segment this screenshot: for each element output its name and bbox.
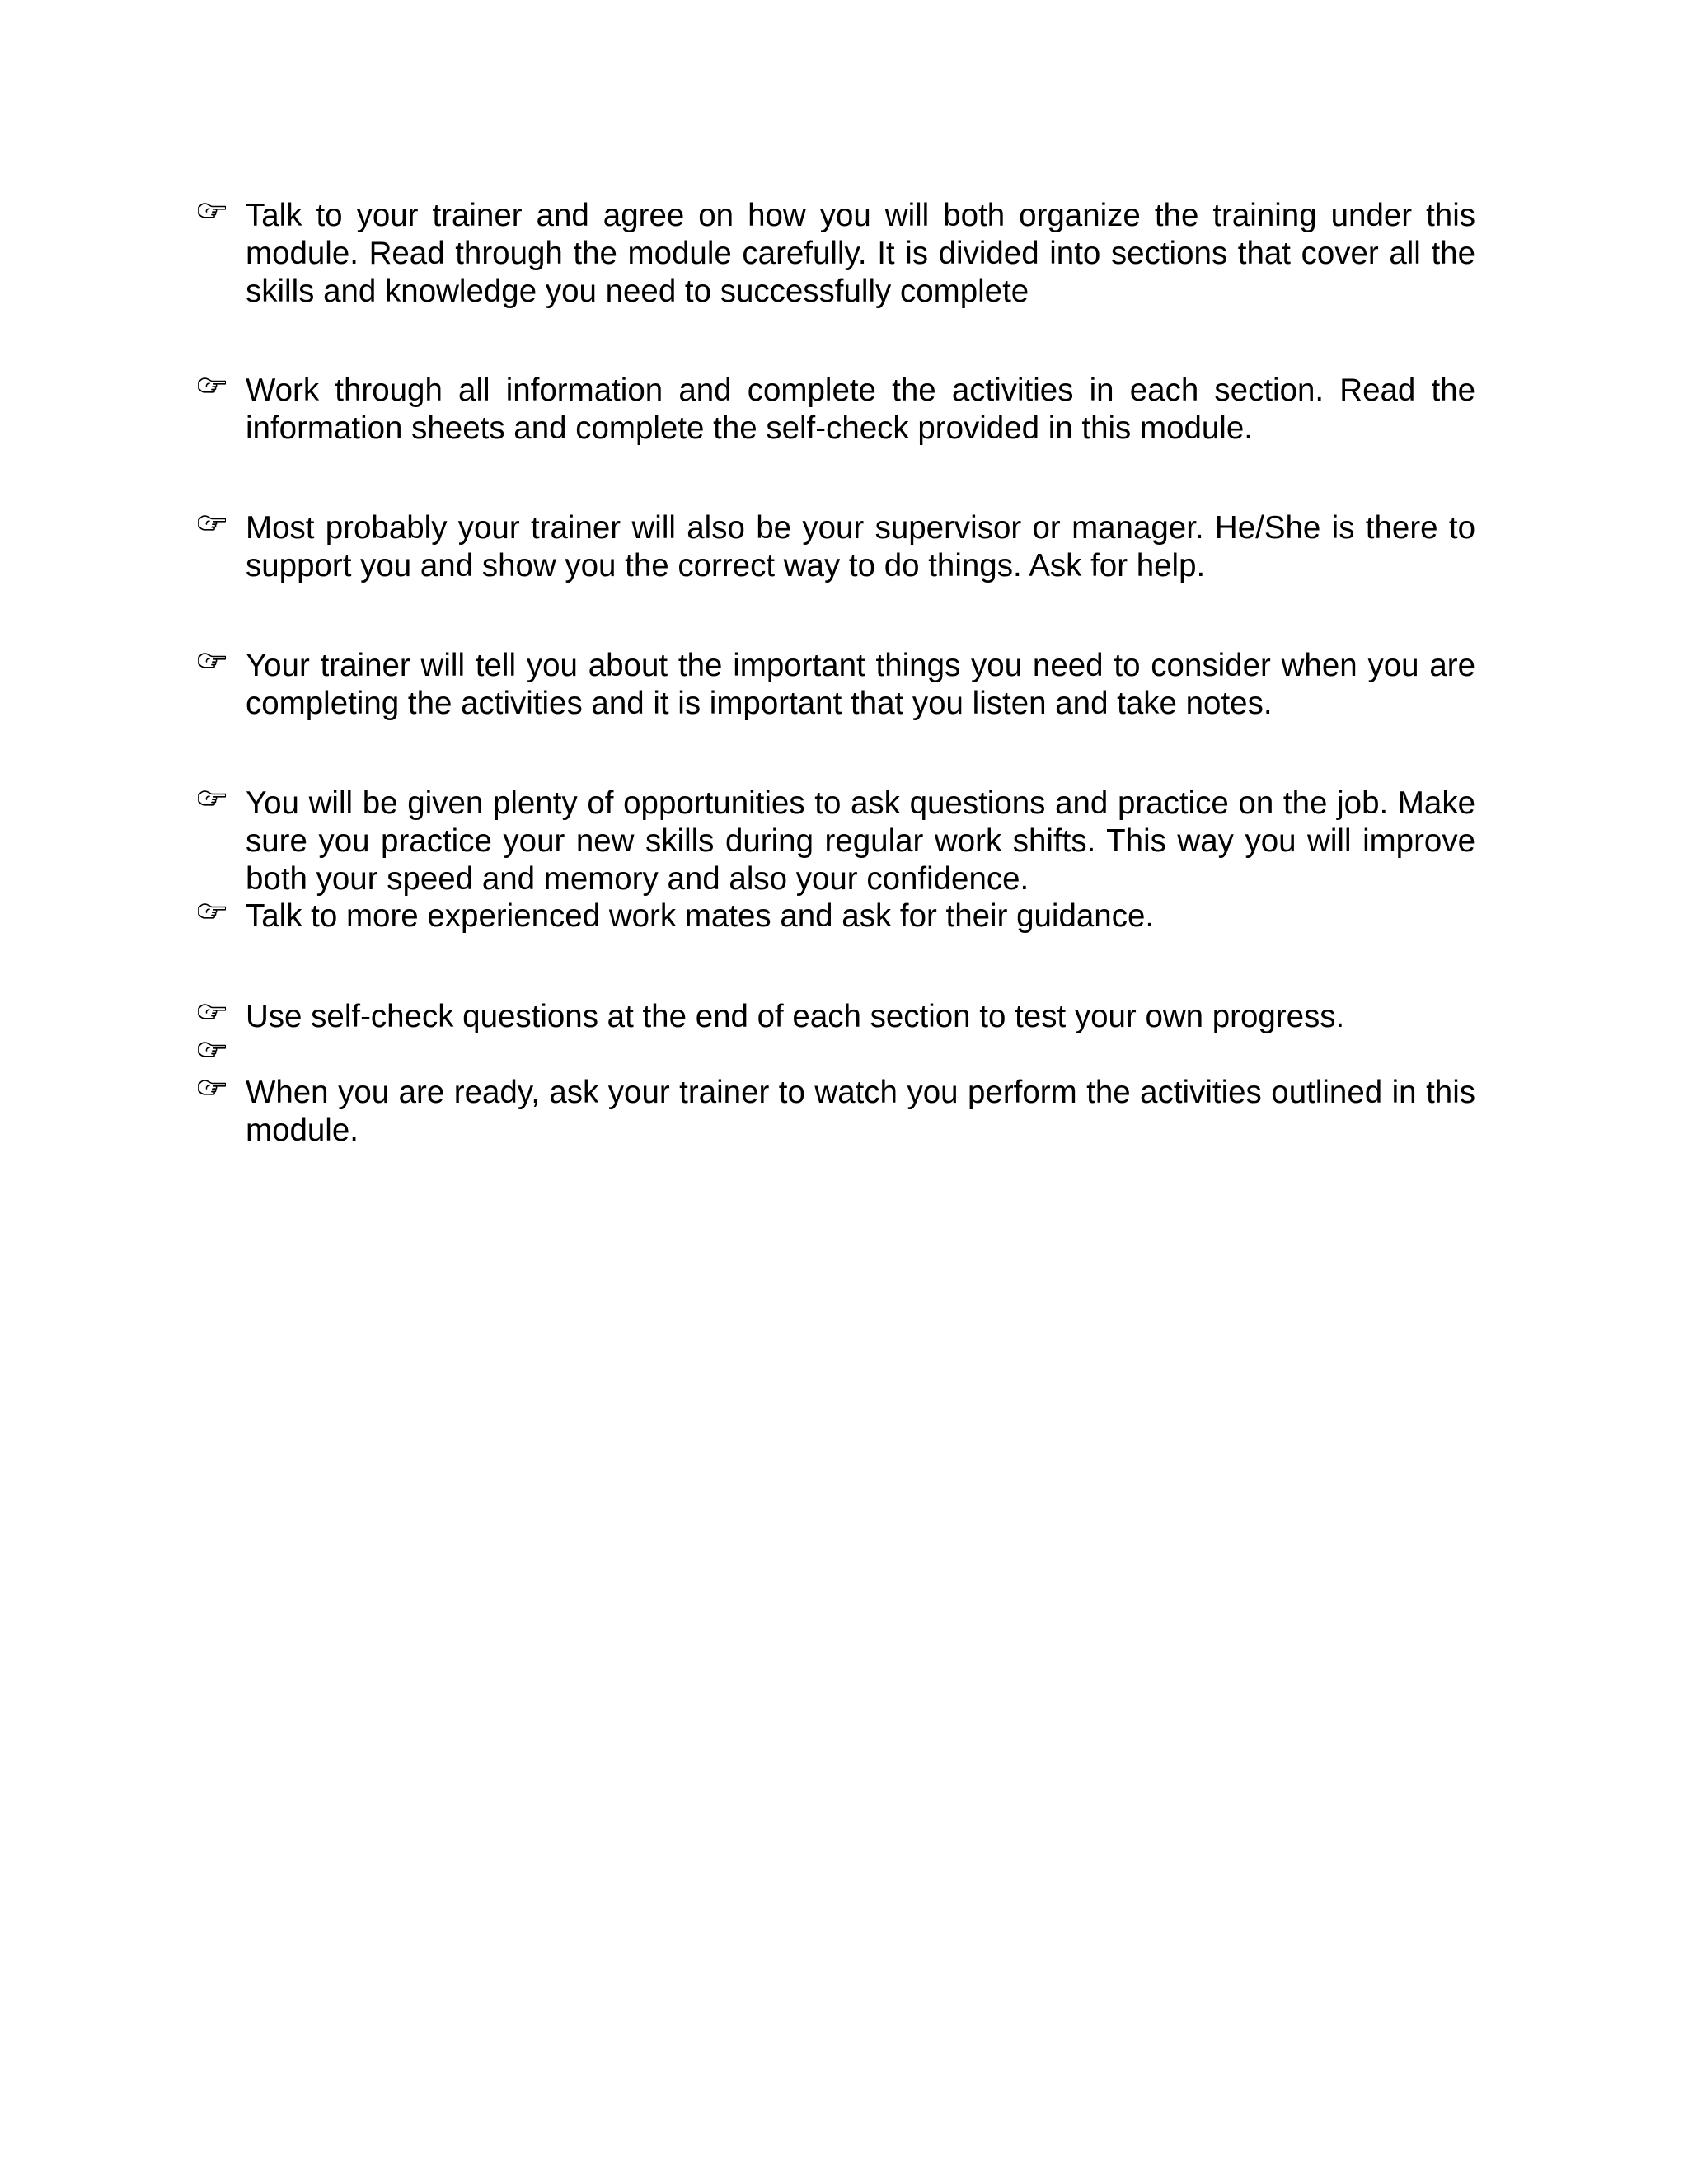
list-item-text: Talk to your trainer and agree on how you will both organize the training under this module. Read through the module carefully. It is divided into sections that cover all the skills and knowledge you need to successfully complete [246, 198, 1475, 309]
list-item [198, 1074, 1475, 1150]
pointing-hand-icon [198, 651, 226, 671]
list-item [198, 785, 1475, 898]
list-item-text: You will be given plenty of opportunities to ask questions and practice on the job. Make sure you practice your new skills during regular work shifts. This way you will improve both your speed and memory and also your confidence. [246, 785, 1475, 897]
list-item-text: Use self-check questions at the end of each section to test your own progress. [246, 999, 1345, 1034]
list-item [198, 197, 1475, 311]
list-item-text: When you are ready, ask your trainer to watch you perform the activities outlined in this module. [246, 1075, 1475, 1148]
list-item [198, 898, 1475, 935]
pointing-hand-icon [198, 789, 226, 808]
pointing-hand-icon [198, 513, 226, 533]
list-item [198, 509, 1475, 585]
list-item-text: Your trainer will tell you about the important things you need to consider when you are completing the activities and it is important that you listen and take notes. [246, 648, 1475, 721]
list-item-text: Talk to more experienced work mates and ask for their guidance. [246, 898, 1155, 934]
list-item-text: Work through all information and complete the activities in each section. Read the information sheets and complete the self-check provided in this module. [246, 373, 1475, 446]
pointing-hand-icon [198, 1002, 226, 1022]
list-item [198, 998, 1475, 1036]
list-item [198, 647, 1475, 723]
pointing-hand-icon [198, 902, 226, 921]
pointing-hand-icon [198, 376, 226, 396]
list-item [198, 372, 1475, 448]
list-item-text: Most probably your trainer will also be your supervisor or manager. He/She is there to support you and show you the correct way to do things. Ask for help. [246, 510, 1475, 583]
pointing-hand-icon [198, 1040, 226, 1060]
pointing-hand-icon [198, 201, 226, 221]
pointing-hand-icon [198, 1078, 226, 1098]
